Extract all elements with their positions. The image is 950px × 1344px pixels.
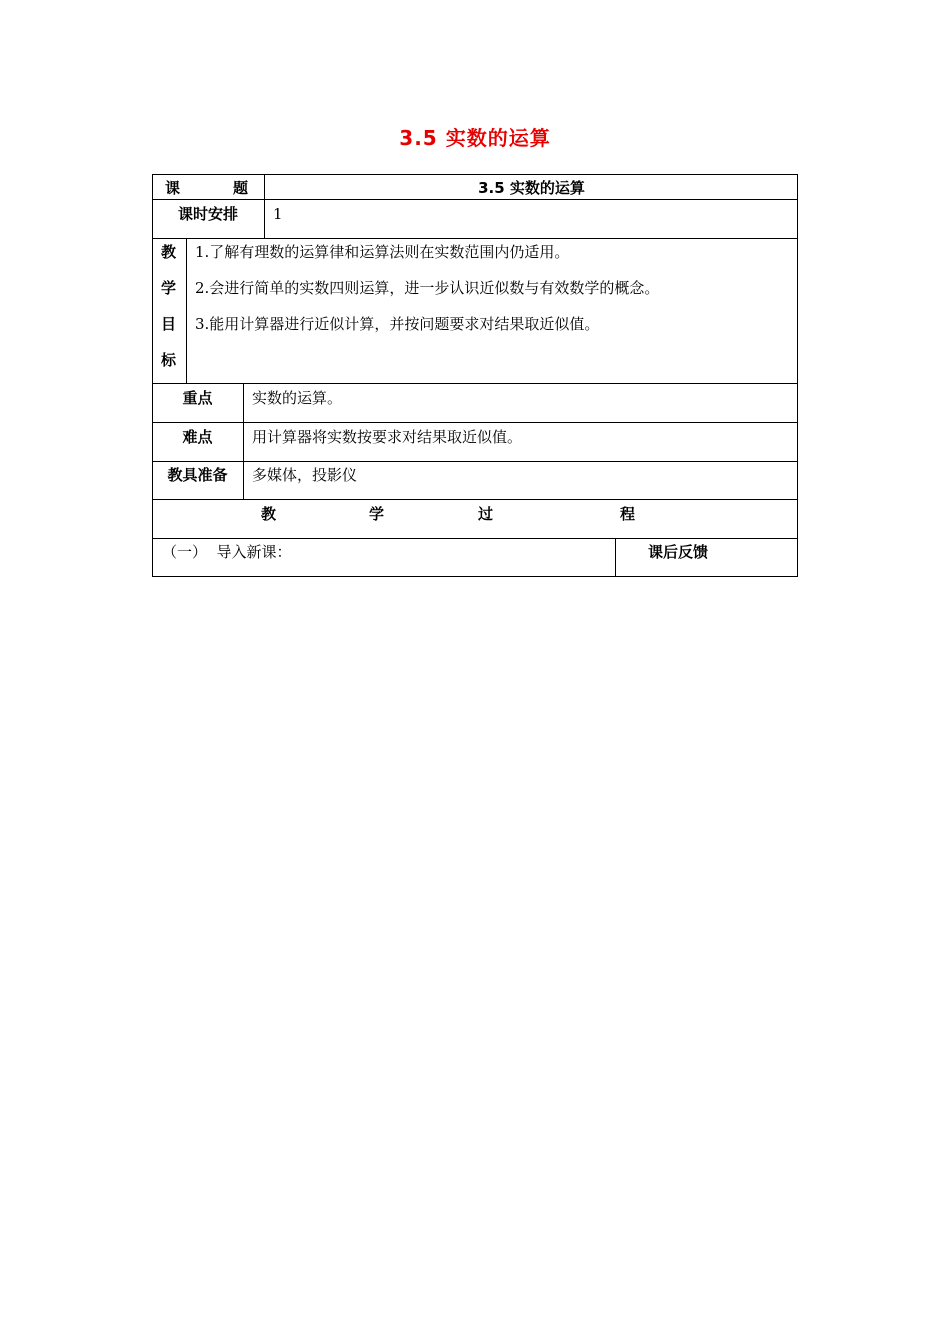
schedule-value: 1 <box>273 205 283 223</box>
goals-label-char-4: 标 <box>161 351 177 369</box>
column-divider <box>615 538 616 577</box>
column-divider <box>186 238 187 383</box>
goals-label-char-1: 教 <box>161 243 177 261</box>
topic-label-char-1: 课 <box>165 179 181 197</box>
document-title: 3.5 实数的运算 <box>399 126 551 150</box>
key-point-label: 重点 <box>182 389 213 407</box>
materials-value: 多媒体，投影仪 <box>252 466 358 484</box>
row-divider <box>152 538 798 539</box>
difficulty-label: 难点 <box>182 428 213 446</box>
row-divider <box>152 238 798 239</box>
intro-section-text: （一） 导入新课： <box>162 543 292 561</box>
goals-label-char-3: 目 <box>161 315 177 333</box>
row-divider <box>152 199 798 200</box>
lesson-plan-table <box>152 174 798 577</box>
process-label-char-2: 学 <box>369 505 385 523</box>
column-divider <box>264 199 265 238</box>
column-divider <box>243 383 244 499</box>
difficulty-value: 用计算器将实数按要求对结果取近似值。 <box>252 428 523 446</box>
goal-item-2: 2.会进行简单的实数四则运算，进一步认识近似数与有效数学的概念。 <box>195 279 660 297</box>
schedule-label: 课时安排 <box>177 205 238 223</box>
process-label-char-4: 程 <box>620 505 636 523</box>
topic-label-char-2: 题 <box>233 179 249 197</box>
row-divider <box>152 383 798 384</box>
topic-value: 3.5 实数的运算 <box>478 179 585 197</box>
row-divider <box>152 461 798 462</box>
feedback-label: 课后反馈 <box>648 543 709 561</box>
row-divider <box>152 422 798 423</box>
goal-item-3: 3.能用计算器进行近似计算，并按问题要求对结果取近似值。 <box>195 315 600 333</box>
process-label-char-1: 教 <box>261 505 277 523</box>
process-label-char-3: 过 <box>478 505 494 523</box>
materials-label: 教具准备 <box>167 466 228 484</box>
key-point-value: 实数的运算。 <box>252 389 343 407</box>
goals-label-char-2: 学 <box>161 279 177 297</box>
row-divider <box>152 499 798 500</box>
goal-item-1: 1.了解有理数的运算律和运算法则在实数范围内仍适用。 <box>195 243 570 261</box>
